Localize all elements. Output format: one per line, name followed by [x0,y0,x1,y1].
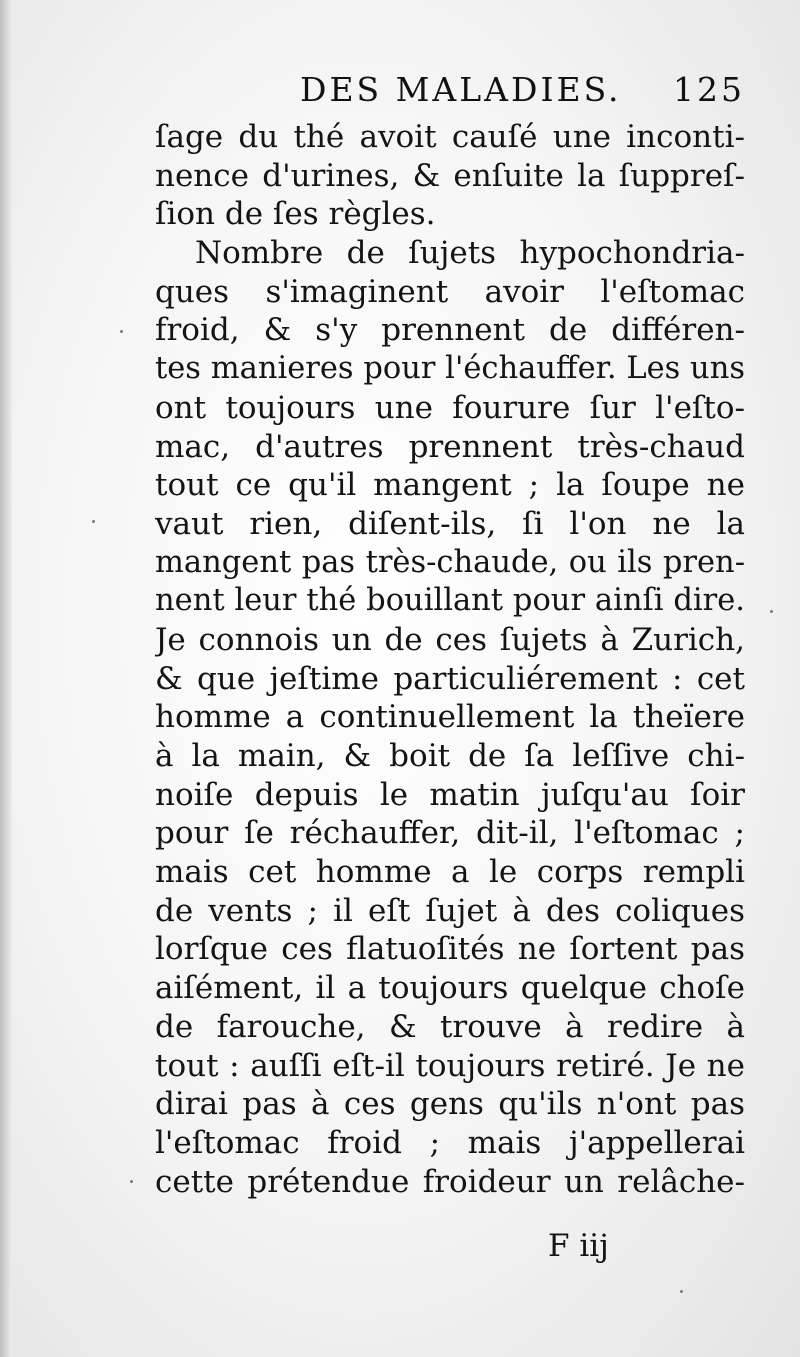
paper-speck [770,610,773,613]
running-head [300,70,745,116]
text-line: mais cet homme a le corps rempli [155,854,745,891]
paper-speck [92,520,95,523]
paper-speck [680,1290,683,1293]
text-line: & que jeſtime particuliérement : cet [155,660,745,697]
text-line: ont toujours une fourure ſur l'eſto- [155,389,745,426]
text-line: nence d'urines, & enſuite la ſuppreſ- [155,157,745,194]
text-line: cette prétendue froideur un relâche- [155,1163,745,1200]
text-line: homme a continuellement la theïere [155,699,745,736]
text-line: pour ſe réchauffer, dit-il, l'eſtomac ; [155,815,745,852]
text-line: mangent pas très-chaude, ou ils pren- [155,544,745,580]
text-line: nent leur thé bouillant pour ainſi dire. [155,583,745,619]
text-line: à la main, & boit de ſa leſſive chi- [155,738,745,774]
text-line: aiſément, il a toujours quelque choſe [155,970,745,1007]
text-line: l'eſtomac froid ; mais j'appellerai [155,1124,745,1161]
text-line: ques s'imaginent avoir l'eſtomac [155,273,745,310]
paper-speck [130,1180,133,1183]
paper-speck [120,330,123,333]
text-line: noiſe depuis le matin juſqu'au ſoir [155,776,745,813]
text-line: dirai pas à ces gens qu'ils n'ont pas [155,1086,745,1123]
page-number: 125 [673,70,745,109]
text-line: mac, d'autres prennent très-chaud [155,428,745,465]
text-line: de farouche, & trouve à redire à [155,1008,745,1045]
text-line: froid, & s'y prennent de différen- [155,312,745,349]
paragraph-first-line: Nombre de ſujets hypochondria- [195,235,745,272]
text-line: Je connois un de ces ſujets à Zurich, [155,621,745,658]
text-line: vaut rien, diſent-ils, ſi l'on ne la [155,505,745,542]
text-line: tout ce qu'il mangent ; la ſoupe ne [155,467,745,504]
text-line: de vents ; il eſt ſujet à des coliques [155,892,745,929]
body-text [155,118,745,1201]
text-line: tout : auſſi eſt-il toujours retiré. Je ne [155,1047,745,1084]
signature-mark: F iij [548,1228,609,1264]
text-line: lorſque ces flatuoſités ne ſortent pas [155,931,745,968]
page-gutter-shadow [0,0,12,1357]
running-title: DES MALADIES. [300,70,622,109]
text-line: tes manieres pour l'échauffer. Les uns [155,351,745,387]
text-line: ſion de ſes règles. [155,196,436,233]
text-line: ſage du thé avoit cauſé une inconti- [155,119,745,155]
